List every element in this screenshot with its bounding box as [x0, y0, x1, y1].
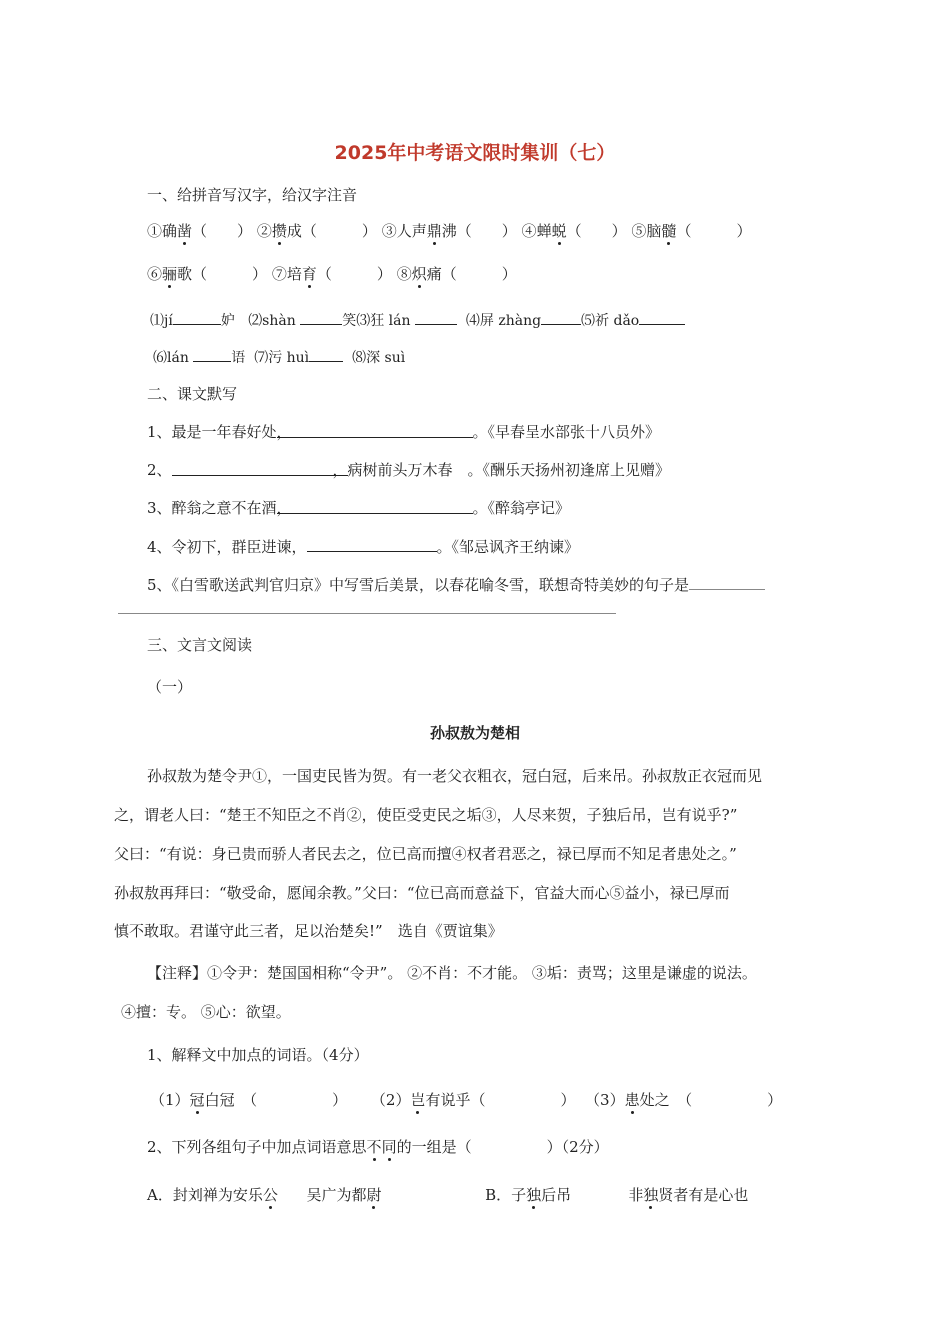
answer-blank[interactable] — [689, 573, 765, 590]
option-b[interactable]: B．子独后吊 非独贤者有是心也 — [485, 1186, 749, 1204]
part-label: （一） — [147, 678, 193, 696]
recitation-q5: 5、《白雪歌送武判官归京》中写雪后美景，以春花喻冬雪，联想奇特美妙的句子是 — [147, 573, 765, 596]
passage-line-3: 父曰：“有说：身已贵而骄人者民去之，位已高而擅④权者君恶之，禄已厚而不知足者患处之。” — [114, 845, 737, 863]
answer-blank[interactable]: ， — [277, 497, 473, 514]
answer-blank[interactable]: ， — [172, 459, 348, 476]
recitation-q1: 1、最是一年春好处， 。《早春呈水部张十八员外》 — [147, 423, 661, 441]
notes-line-1: 【注释】①令尹：楚国国相称“令尹”。 ②不肖：不才能。 ③垢：责骂；这里是谦虚的说法。 — [147, 964, 757, 982]
answer-blank[interactable] — [415, 308, 457, 325]
passage-line-4: 孙叔敖再拜曰：“敬受命，愿闻余教。”父曰：“位已高而意益下，官益大而心⑤益小，禄已厚而 — [114, 884, 730, 902]
notes-line-2: ④擅：专。 ⑤心：欲望。 — [121, 1003, 291, 1021]
pinyin-row-4: ⑹lán 语 ⑺污 huì ⑻深 suì — [153, 345, 405, 369]
passage-line-2: 之，谓老人曰：“楚王不知臣之不肖②，使臣受吏民之垢③，人尽来贺，子独后吊，岂有说乎?” — [114, 806, 738, 824]
question-2-options — [147, 1184, 748, 1206]
option-a[interactable]: A．封刘禅为安乐公 吴广为都尉 — [147, 1186, 382, 1204]
answer-blank[interactable] — [309, 345, 343, 362]
passage-line-5: 慎不敢取。君谨守此三者，足以治楚矣!” 选自《贾谊集》 — [114, 922, 503, 940]
section-1-heading: 一、给拼音写汉字，给汉字注音 — [147, 186, 358, 204]
answer-blank[interactable] — [307, 535, 437, 552]
question-1-items: （1）冠白冠 （ ） （2）岂有说乎（ ） （3）患处之 （ ） — [150, 1091, 783, 1109]
answer-line[interactable] — [118, 613, 616, 614]
answer-blank[interactable] — [300, 308, 342, 325]
answer-blank[interactable] — [541, 308, 581, 325]
answer-blank[interactable] — [639, 308, 685, 325]
passage-line-1: 孙叔敖为楚令尹①，一国吏民皆为贺。有一老父衣粗衣，冠白冠，后来吊。孙叔敖正衣冠而见 — [147, 767, 763, 785]
page-title: 2025年中考语文限时集训（七） — [334, 142, 616, 164]
pinyin-row-2: ⑥骊歌（ ） ⑦培育（ ） ⑧炽痛（ ） — [147, 265, 517, 283]
section-3-heading: 三、文言文阅读 — [147, 636, 253, 654]
answer-blank[interactable] — [193, 345, 231, 362]
pinyin-row-3: ⑴jí 妒 ⑵shàn 笑⑶狂 lán ⑷屏 zhàng ⑸祈 dǎo — [150, 308, 685, 332]
recitation-q3: 3、醉翁之意不在酒， 。《醉翁亭记》 — [147, 499, 571, 517]
question-1: 1、解释文中加点的词语。（4分） — [147, 1046, 369, 1064]
section-2-heading: 二、课文默写 — [147, 385, 238, 403]
recitation-q2: 2、 ，病树前头万木春 。《酬乐天扬州初逢席上见赠》 — [147, 461, 671, 479]
recitation-q4: 4、令初下，群臣进谏， 。《邹忌讽齐王纳谏》 — [147, 535, 579, 558]
answer-blank[interactable] — [173, 308, 221, 325]
question-2: 2、下列各组句子中加点词语意思不同的一组是（ ）（2分） — [147, 1138, 609, 1156]
passage-title: 孙叔敖为楚相 — [429, 724, 520, 742]
pinyin-row-1: ①确凿（ ） ②攒成（ ） ③人声鼎沸（ ） ④蝉蜕（ ） ⑤脑髓（ ） — [147, 222, 752, 240]
answer-blank[interactable]: ， — [277, 421, 473, 438]
